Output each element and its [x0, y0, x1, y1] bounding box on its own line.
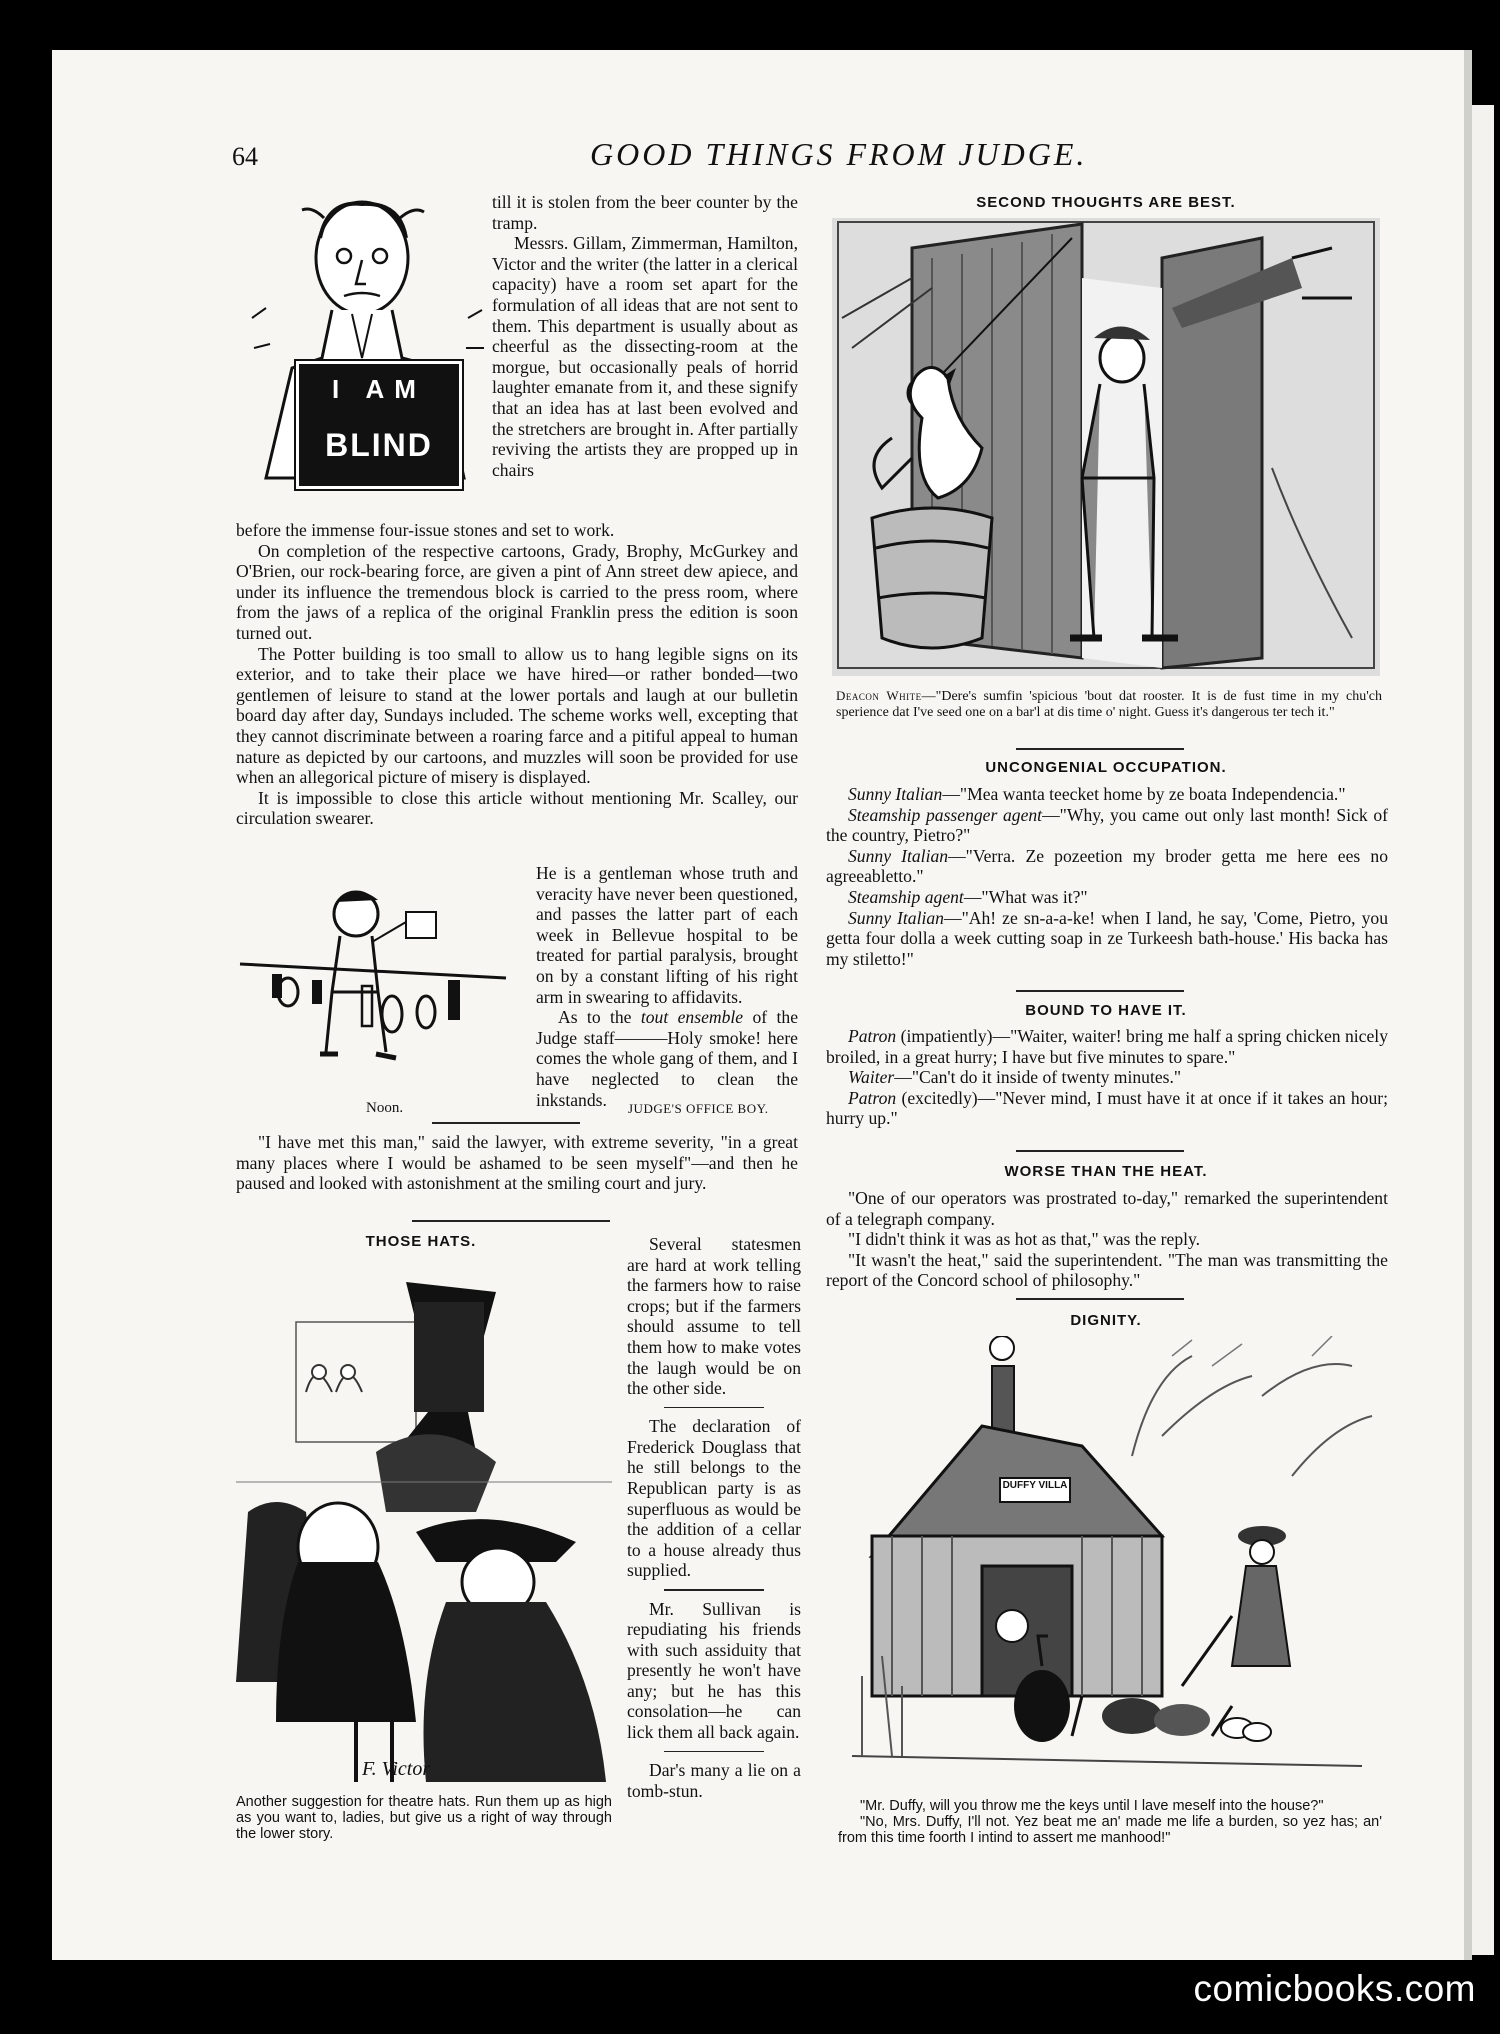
paragraph: "One of our operators was prostrated to-day," remarked the superintendent of a telegraph company. [826, 1188, 1388, 1229]
paragraph: "I have met this man," said the lawyer, with extreme severity, "in a great many places where I would be ashamed to be seen myself"—and then he paused and looked with astonishment at the smiling court and jury. [236, 1132, 798, 1194]
heat-title: WORSE THAN THE HEAT. [1004, 1163, 1208, 1180]
article-wrap-1 [492, 192, 798, 480]
text-run: of the Judge staff———Holy smoke! here comes the whole gang of them, and I have neglected to clean the inkstands. [536, 1007, 798, 1110]
second-thoughts-caption [836, 688, 1382, 721]
next-page-edge [1472, 105, 1494, 1955]
line-text: —"Mea wanta teecket home by ze boata Independencia." [942, 784, 1346, 804]
speaker: Steamship passenger agent [848, 804, 1043, 825]
paragraph: The declaration of Frederick Douglass that he still belongs to the Republican party is as superfluous as would be the addition of a cellar to a house already thus supplied. [627, 1416, 801, 1581]
caption-text: —"Dere's sumfin 'spicious 'bout dat rooster. It is de fust time in my chu'ch sperience dat I've seed one on a bar'l at dis time o' night. Guess it's dangerous ter tech it." [836, 689, 1382, 720]
dignity-title: DIGNITY. [1070, 1312, 1142, 1329]
hats-caption: Another suggestion for theatre hats. Run them up as high as you want to, ladies, but give us a right of way through the lower story. [236, 1794, 612, 1842]
speaker: Patron [848, 1026, 897, 1046]
divider [432, 1122, 580, 1124]
paragraph: "I didn't think it was as hot as that," was the reply. [848, 1229, 1201, 1250]
speaker: Sunny Italian [848, 784, 943, 804]
uncongenial-title: UNCONGENIAL OCCUPATION. [985, 759, 1227, 776]
heat-story [826, 1188, 1388, 1291]
divider [664, 1407, 764, 1409]
dignity-illustration [832, 1336, 1380, 1792]
those-hats-title: THOSE HATS. [365, 1233, 477, 1250]
lawyer-joke [236, 1132, 798, 1194]
paragraph: Mr. Sullivan is repudiating his friends with such assiduity that presently he won't have any; but he has this consolation—he can lick them all back again. [627, 1598, 801, 1743]
speaker: Waiter [848, 1067, 895, 1088]
italic-run: tout ensemble [640, 1007, 744, 1028]
second-thoughts-title: SECOND THOUGHTS ARE BEST. [976, 194, 1236, 211]
caption-line: "No, Mrs. Duffy, I'll not. Yez beat me an' made me life a burden, so yez has; an' from this time foorth I intind to assert me manhood!" [838, 1814, 1382, 1846]
paragraph: Messrs. Gillam, Zimmerman, Hamilton, Victor and the writer (the latter in a clerical capacity) have a room set apart for the formulation of all ideas that are not sent to them. This department is usually about as cheerful as the dissecting-room at the morgue, but occasionally peals of horrid laughter emanate from it, and these signify that an idea has at last been evolved and the stretchers are brought in. After partially reviving the artists they are propped up in chairs [492, 233, 798, 480]
office-boy-caption: JUDGE'S OFFICE BOY. [628, 1101, 769, 1116]
bound-title: BOUND TO HAVE IT. [1025, 1002, 1187, 1019]
dialogue-line [826, 1067, 1388, 1088]
dialogue-line [826, 784, 1388, 805]
divider [1016, 1150, 1184, 1152]
speaker: Patron [848, 1087, 897, 1108]
paragraph: The Potter building is too small to allow us to hang legible signs on its exterior, and to take their place we have hired—or rather bonded—two gentlemen of leisure to stand at the lower portals and laugh at our bulletin board day after day, Sundays included. The scheme works well, excepting that they cannot discriminate between a roaring farce and a pitiful appeal to human nature as depicted by our cartoons, and muzzles will soon be provided for use when an allegorical picture of misery is displayed. [236, 643, 798, 788]
line-text: —"Verra. Ze pozeetion my broder getta me here ees no agreeabletto." [826, 845, 1388, 887]
paragraph: He is a gentleman whose truth and veracity have never been questioned, and passes the latter part of each week in Bellevue hospital to be treated for partial paralysis, brought on by a constant lifting of his right arm in swearing to affidavits. [536, 863, 798, 1007]
line-text: (excitedly)—"Never mind, I must have it at once if it takes an hour; hurry up." [826, 1087, 1388, 1129]
page-number: 64 [232, 142, 258, 171]
speaker: Sunny Italian [848, 907, 944, 928]
line-text: —"Can't do it inside of twenty minutes." [894, 1067, 1182, 1088]
dialogue-line [826, 1088, 1388, 1129]
line-text: —"What was it?" [963, 886, 1088, 907]
paragraph: On completion of the respective cartoons, Grady, Brophy, McGurkey and O'Brien, our rock-bearing force, are given a pint of Ann street dew apiece, and under its influence the tremendous block is carried to the press room, where from the jaws of a replica of the original Franklin press the edition is soon turned out. [236, 540, 798, 643]
divider [664, 1751, 764, 1753]
paragraph: before the immense four-issue stones and set to work. [236, 520, 615, 540]
divider [412, 1220, 610, 1222]
divider [664, 1589, 764, 1591]
deacon-rooster-illustration [832, 218, 1380, 676]
noon-caption: Noon. [366, 1100, 404, 1116]
paragraph: Dar's many a lie on a tomb-stun. [627, 1760, 801, 1801]
running-title: GOOD THINGS FROM JUDGE. [590, 136, 1088, 172]
paragraph: Several statesmen are hard at work telling the farmers how to raise crops; but if the farmers should assume to tell them how to make votes the laugh would be on the other side. [627, 1234, 801, 1399]
article-wrap-2 [536, 863, 798, 1110]
speaker: Sunny Italian [848, 845, 949, 866]
bound-dialogue [826, 1026, 1388, 1129]
line-text: —"Ah! ze sn-a-a-ke! when I land, he say, 'Come, Pietro, you getta four dolla a week cutting soap in ze Turkeesh bath-house.' His backa has my stiletto!" [826, 907, 1389, 969]
page-spine [1464, 50, 1472, 1960]
paragraph: It is impossible to close this article without mentioning Mr. Scalley, our circulation swearer. [236, 787, 798, 829]
dialogue-line [826, 846, 1388, 887]
speaker: Steamship agent [848, 886, 964, 907]
theatre-hats-illustration [236, 1262, 612, 1792]
paragraph: "It wasn't the heat," said the superintendent. "The man was transmitting the report of the Concord school of philosophy." [826, 1249, 1388, 1291]
dialogue-line [826, 908, 1388, 970]
paragraphs-sidebar [627, 1234, 801, 1801]
divider [1016, 748, 1184, 750]
blind-sign-line1: I AM [332, 374, 426, 404]
divider [1016, 990, 1184, 992]
dialogue-line [826, 887, 1388, 908]
article-body [236, 520, 798, 829]
line-text: —"Why, you came out only last month! Sick of the country, Pietro?" [826, 804, 1388, 846]
office-boy-illustration [236, 882, 526, 1086]
dialogue-line [826, 1026, 1388, 1067]
speaker: Deacon White [836, 688, 922, 703]
text-run: As to the [558, 1007, 641, 1028]
divider [1016, 1298, 1184, 1300]
blind-sign [296, 361, 462, 489]
paragraph: till it is stolen from the beer counter by the tramp. [492, 192, 798, 233]
duffy-villa-sign: DUFFY VILLA [1002, 1480, 1068, 1491]
line-text: (impatiently)—"Waiter, waiter! bring me half a spring chicken nicely broiled, in a great hurry; I have but five minutes to spare." [826, 1026, 1388, 1067]
site-watermark: comicbooks.com [1193, 1968, 1476, 2009]
dialogue-line [826, 805, 1388, 846]
uncongenial-dialogue [826, 784, 1388, 969]
blind-sign-line2: BLIND [325, 427, 433, 463]
paragraph [536, 1007, 798, 1110]
artist-signature: F. Victor [362, 1758, 431, 1780]
dignity-caption [838, 1798, 1382, 1846]
caption-line: "Mr. Duffy, will you throw me the keys until I lave meself into the house?" [860, 1798, 1324, 1814]
